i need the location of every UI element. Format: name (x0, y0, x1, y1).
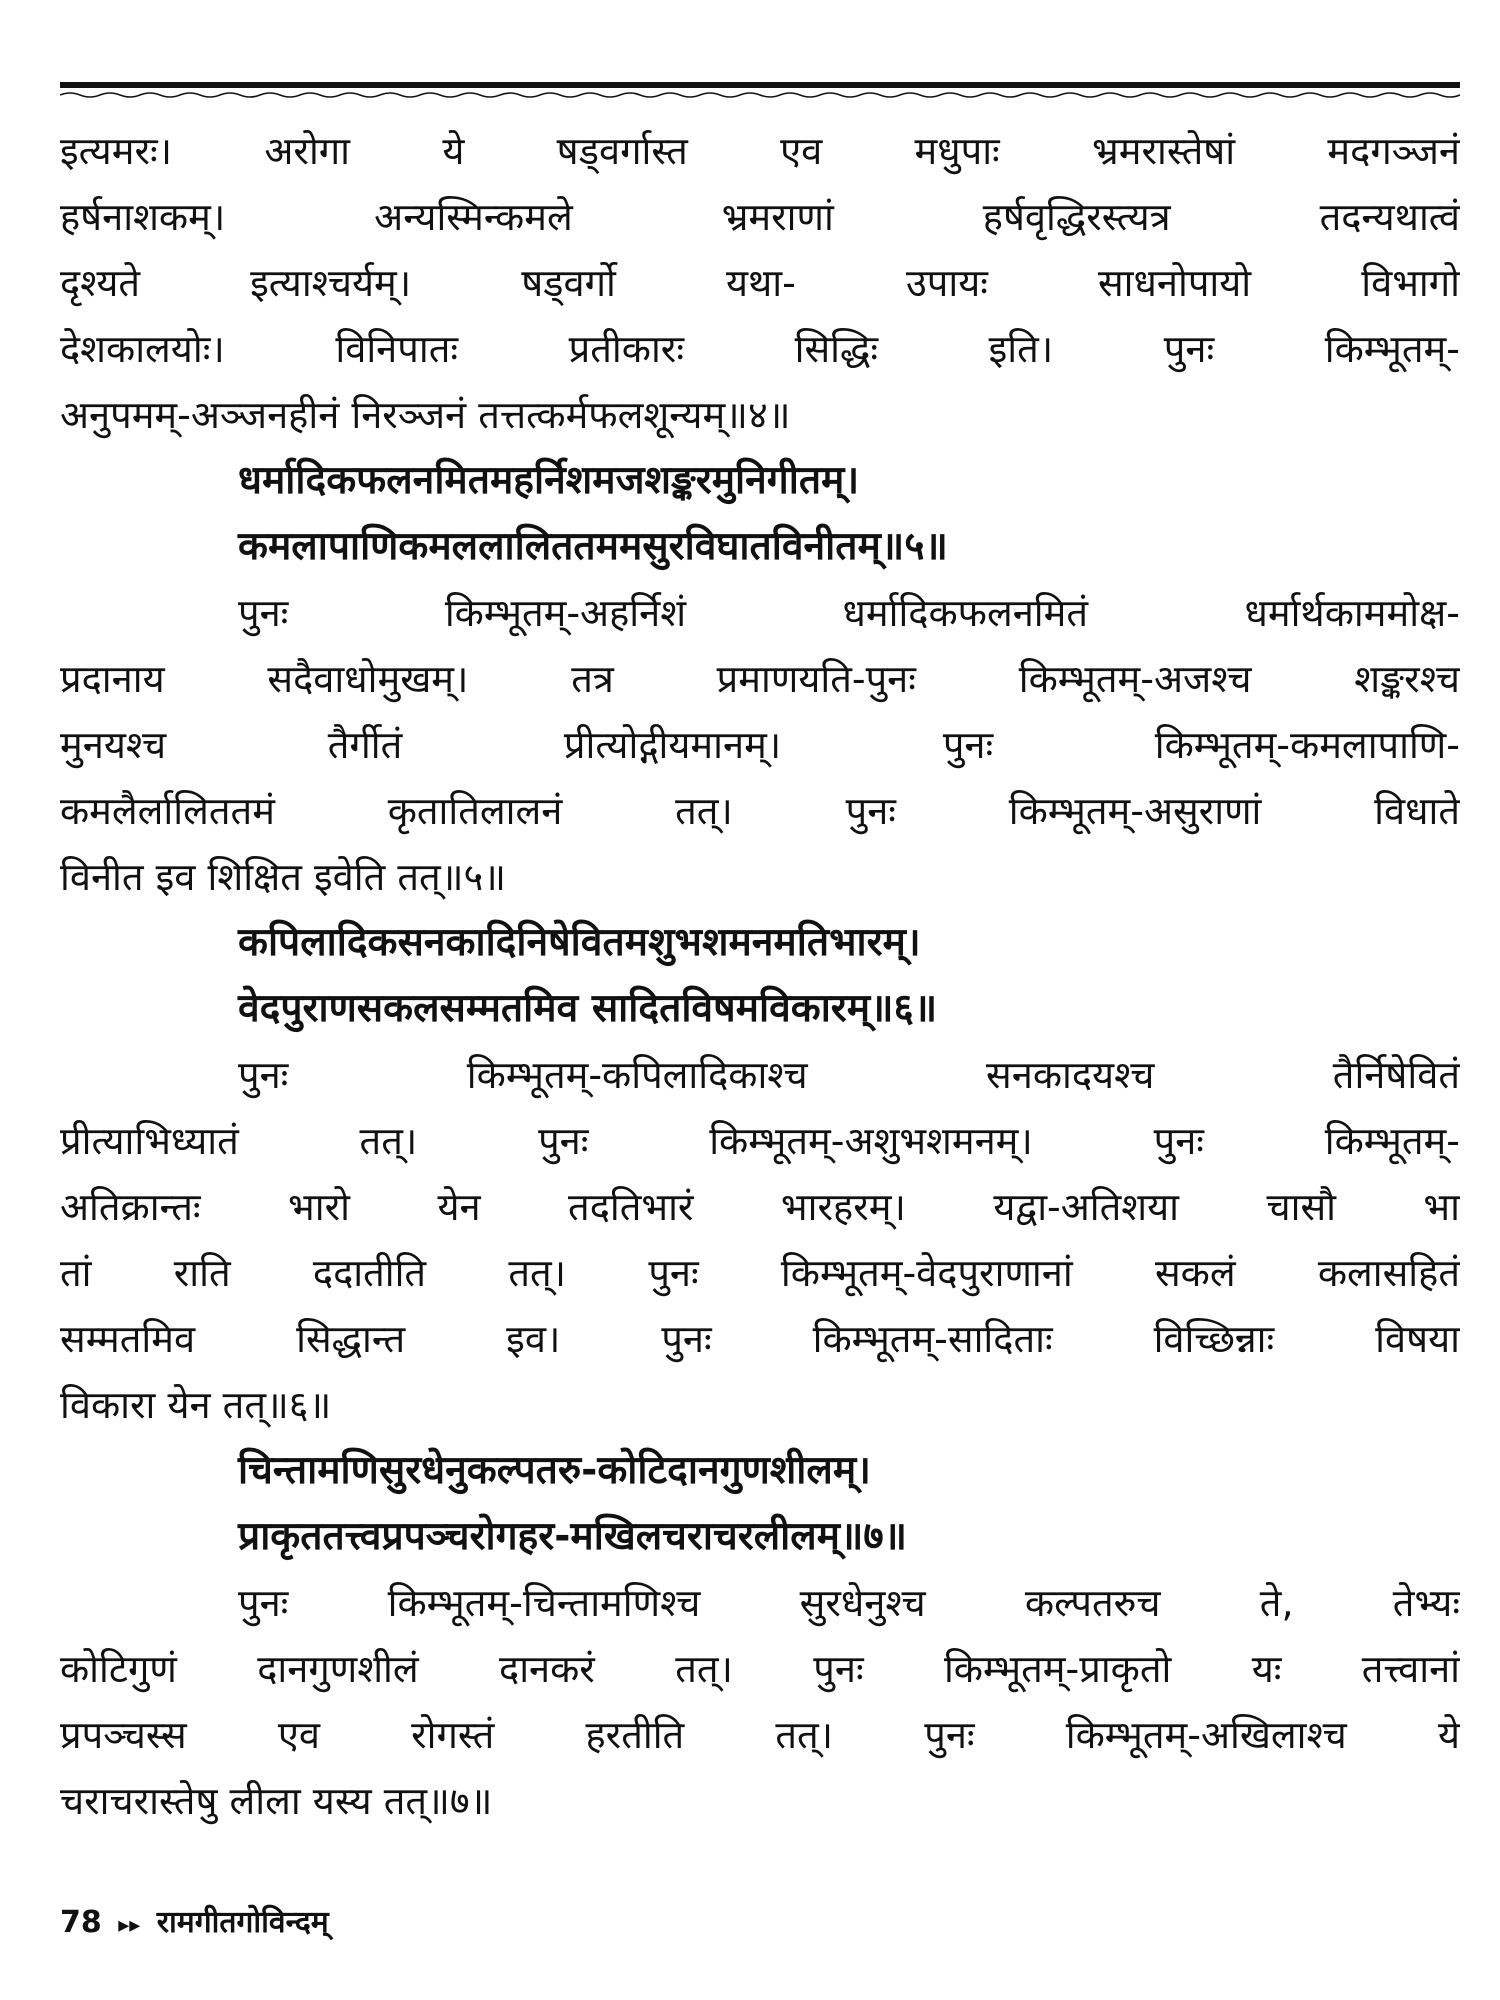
text-line: दृश्यते इत्याश्चर्यम्। षड्वर्गो यथा- उपायः साधनोपायो विभागो (60, 261, 1460, 305)
text-line: अनुपमम्-अञ्जनहीनं निरञ्जनं तत्तत्कर्मफलशून्यम्॥४॥ (60, 393, 791, 437)
header-rule (60, 82, 1460, 88)
page-number: 78 (60, 1905, 102, 1940)
commentary-verse-5 (60, 580, 1460, 910)
text-line: देशकालयोः। विनिपातः प्रतीकारः सिद्धिः इति। पुनः किम्भूतम्- (60, 327, 1460, 371)
text-line: विकारा येन तत्॥६॥ (60, 1383, 332, 1427)
commentary-verse-4 (60, 118, 1460, 448)
text-line: विनीत इव शिक्षित इवेति तत्॥५॥ (60, 855, 506, 899)
verse-line: कमलापाणिकमललालिततममसुरविघातविनीतम्॥५॥ (238, 524, 948, 569)
page-body (60, 118, 1460, 1834)
text-line: हर्षनाशकम्। अन्यस्मिन्कमले भ्रमराणां हर्षवृद्धिरस्त्यत्र तदन्यथात्वं (60, 195, 1460, 239)
commentary-verse-6 (60, 1042, 1460, 1438)
book-title: रामगीतगोविन्दम् (156, 1905, 329, 1940)
text-line: प्रदानाय सदैवाधोमुखम्। तत्र प्रमाणयति-पुनः किम्भूतम्-अजश्च शङ्करश्च (60, 657, 1460, 701)
text-line: प्रीत्याभिध्यातं तत्। पुनः किम्भूतम्-अशुभशमनम्। पुनः किम्भूतम्- (60, 1119, 1460, 1163)
text-line: कोटिगुणं दानगुणशीलं दानकरं तत्। पुनः किम्भूतम्-प्राकृतो यः तत्त्वानां (60, 1647, 1460, 1691)
verse-7 (60, 1438, 1460, 1570)
verse-6 (60, 910, 1460, 1042)
text-line: पुनः किम्भूतम्-अहर्निशं धर्मादिकफलनमितं धर्मार्थकाममोक्ष- (238, 591, 1460, 635)
verse-line: धर्मादिकफलनमितमहर्निशमजशङ्करमुनिगीतम्। (238, 458, 860, 503)
header-wave-rule (60, 91, 1460, 99)
text-line: कमलैर्लालिततमं कृतातिलालनं तत्। पुनः किम्भूतम्-असुराणां विधाते (60, 789, 1460, 833)
double-arrow-icon: ▸▸ (118, 1913, 141, 1938)
verse-line: प्राकृततत्त्वप्रपञ्चरोगहर-मखिलचराचरलीलम्॥७॥ (238, 1514, 908, 1559)
verse-line: कपिलादिकसनकादिनिषेवितमशुभशमनमतिभारम्। (238, 920, 921, 965)
text-line: मुनयश्च तैर्गीतं प्रीत्योद्गीयमानम्। पुनः किम्भूतम्-कमलापाणि- (60, 723, 1460, 767)
verse-5 (60, 448, 1460, 580)
text-line: इत्यमरः। अरोगा ये षड्वर्गास्त एव मधुपाः भ्रमरास्तेषां मदगञ्जनं (60, 129, 1460, 173)
text-line: सम्मतमिव सिद्धान्त इव। पुनः किम्भूतम्-सादिताः विच्छिन्नाः विषया (60, 1317, 1460, 1361)
text-line: तां राति ददातीति तत्। पुनः किम्भूतम्-वेदपुराणानां सकलं कलासहितं (60, 1251, 1460, 1295)
verse-line: वेदपुराणसकलसम्मतमिव सादितविषमविकारम्॥६॥ (238, 986, 938, 1031)
text-line: पुनः किम्भूतम्-कपिलादिकाश्च सनकादयश्च तैर्निषेवितं (238, 1053, 1460, 1097)
commentary-verse-7 (60, 1570, 1460, 1834)
text-line: प्रपञ्चस्स एव रोगस्तं हरतीति तत्। पुनः किम्भूतम्-अखिलाश्च ये (60, 1713, 1460, 1757)
text-line: अतिक्रान्तः भारो येन तदतिभारं भारहरम्। यद्वा-अतिशया चासौ भा (60, 1185, 1460, 1229)
verse-line: चिन्तामणिसुरधेनुकल्पतरु-कोटिदानगुणशीलम्। (238, 1448, 871, 1493)
page-footer (60, 1900, 329, 1941)
text-line: चराचरास्तेषु लीला यस्य तत्॥७॥ (60, 1779, 493, 1823)
text-line: पुनः किम्भूतम्-चिन्तामणिश्च सुरधेनुश्च कल्पतरुच ते, तेभ्यः (238, 1581, 1460, 1625)
